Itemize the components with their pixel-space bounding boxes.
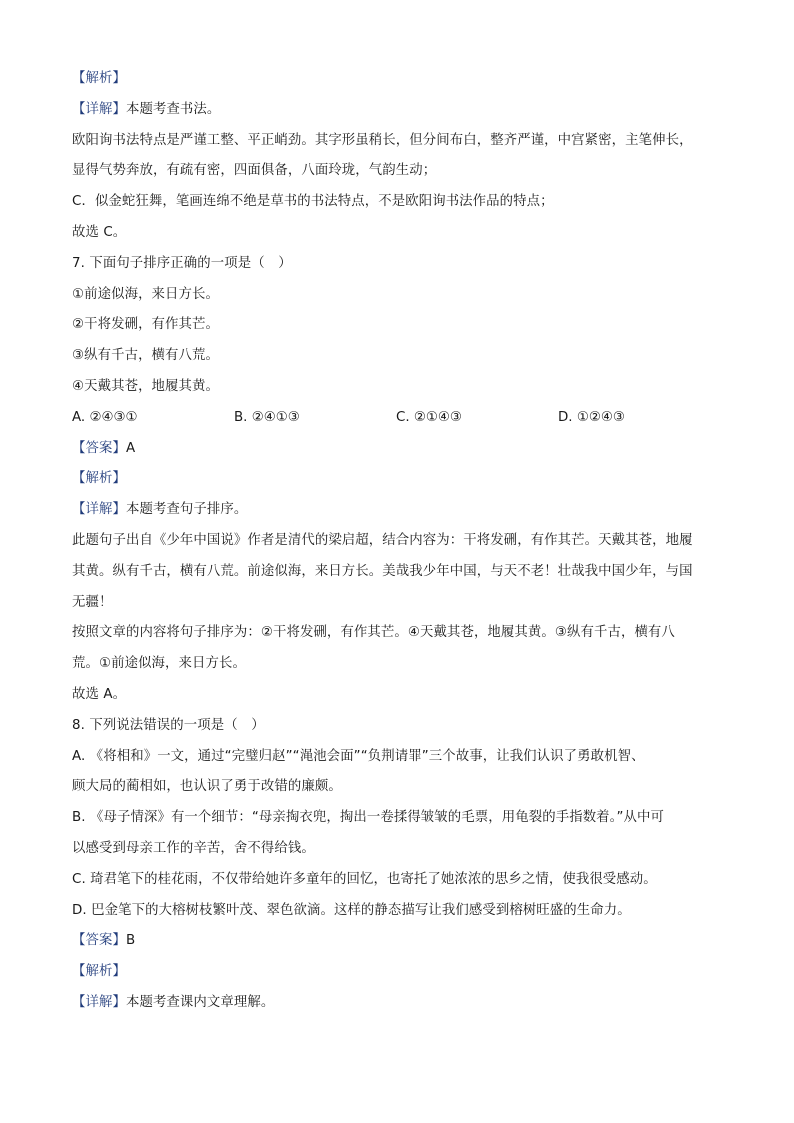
explanation-line: C．似金蛇狂舞，笔画连绵不绝是草书的书法特点，不是欧阳询书法作品的特点； [72, 194, 554, 210]
answer-line [72, 434, 732, 465]
explanation-line: 显得气势奔放，有疏有密，四面俱备，八面玲珑，气韵生动； [72, 163, 437, 179]
document-page [72, 64, 732, 1019]
sentence-item: ③纵有千古，横有八荒。 [72, 348, 220, 364]
option-a-line: 顾大局的蔺相如，也认识了勇于改错的廉颇。 [72, 779, 342, 795]
explanation-line: 欧阳询书法特点是严谨工整、平正峭劲。其字形虽稍长，但分间布白，整齐严谨，中宫紧密，主笔伸长， [72, 132, 693, 148]
explanation-line: 其黄。纵有千古，横有八荒。前途似海，来日方长。美哉我少年中国，与天不老！壮哉我中国少年，与国 [72, 563, 693, 579]
detail-line [72, 495, 732, 526]
answer-value: A [125, 440, 136, 456]
sentence-item: ①前途似海，来日方长。 [72, 286, 220, 302]
analysis-heading [72, 957, 732, 988]
explanation-line: 无疆！ [72, 594, 113, 610]
analysis-heading [72, 64, 732, 95]
option-b: B. ②④①③ [234, 409, 300, 425]
detail-text: 本题考查书法。 [125, 101, 221, 117]
option-b-line: B. 《母子情深》有一个细节：“母亲掏衣兜，掏出一卷揉得皱皱的毛票，用龟裂的手指数着。”从中可 [72, 810, 664, 826]
analysis-tag: 【解析】 [72, 964, 126, 980]
conclusion-line: 故选 A。 [72, 686, 127, 702]
option-d: D. ①②④③ [558, 409, 625, 425]
option-a-line: A. 《将相和》一文，通过“完璧归赵”“渑池会面”“负荆请罪”三个故事，让我们认识了勇敢机智、 [72, 748, 645, 764]
choice-options [72, 403, 732, 434]
detail-tag: 【详解】 [72, 101, 126, 117]
option-c: C. ②①④③ [396, 409, 462, 425]
option-d-line: D. 巴金笔下的大榕树枝繁叶茂、翠色欲滴。这样的静态描写让我们感受到榕树旺盛的生命力。 [72, 902, 631, 918]
explanation-line: 此题句子出自《少年中国说》作者是清代的梁启超，结合内容为：干将发硎，有作其芒。天戴其苍，地履 [72, 532, 693, 548]
option-c-line: C. 琦君笔下的桂花雨，不仅带给她许多童年的回忆，也寄托了她浓浓的思乡之情，使我很受感动。 [72, 871, 657, 887]
analysis-heading [72, 464, 732, 495]
detail-tag: 【详解】 [72, 502, 126, 518]
sentence-item: ④天戴其苍，地履其黄。 [72, 378, 220, 394]
detail-text: 本题考查课内文章理解。 [125, 994, 275, 1010]
analysis-tag: 【解析】 [72, 71, 126, 86]
question-stem: 7. 下面句子排序正确的一项是（ ） [72, 255, 292, 271]
option-a: A. ②④③① [72, 409, 138, 425]
sentence-item: ②干将发硎，有作其芒。 [72, 317, 220, 333]
analysis-tag: 【解析】 [72, 471, 126, 487]
answer-tag: 【答案】 [72, 440, 126, 456]
answer-tag: 【答案】 [72, 933, 126, 949]
detail-text: 本题考查句子排序。 [125, 502, 248, 518]
explanation-line: 按照文章的内容将句子排序为：②干将发硎，有作其芒。④天戴其苍，地履其黄。③纵有千古，横有八 [72, 625, 675, 641]
detail-line [72, 988, 732, 1019]
explanation-line: 荒。①前途似海，来日方长。 [72, 656, 246, 672]
conclusion-line: 故选 C。 [72, 224, 127, 240]
detail-tag: 【详解】 [72, 994, 126, 1010]
option-b-line: 以感受到母亲工作的辛苦，舍不得给钱。 [72, 840, 315, 856]
detail-line [72, 95, 732, 126]
answer-value: B [125, 933, 136, 949]
question-stem: 8. 下列说法错误的一项是（ ） [72, 717, 265, 733]
answer-line [72, 926, 732, 957]
